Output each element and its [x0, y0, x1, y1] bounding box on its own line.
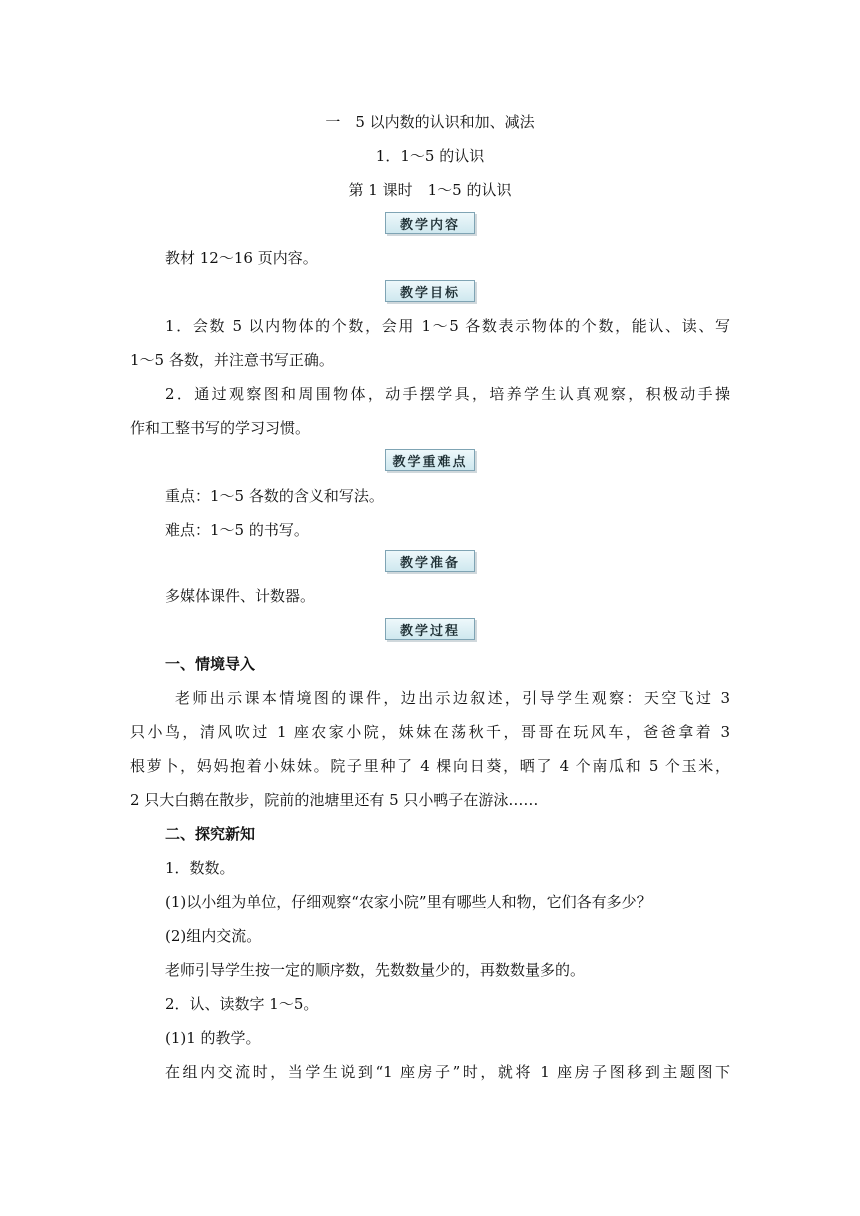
difficulty-text: 难点：1～5 的书写。 [165, 521, 309, 539]
badge-teaching-process: 教学过程 [385, 618, 475, 640]
step1-a: (1)以小组为单位，仔细观察“农家小院”里有哪些人和物，它们各有多少？ [165, 893, 652, 911]
lesson-title: 第 1 课时 1～5 的认识 [348, 181, 512, 199]
goal1-line1: 1．会数 5 以内物体的个数，会用 1～5 各数表示物体的个数，能认、读、写 [165, 317, 730, 335]
step1: 1．数数。 [165, 859, 235, 877]
badge-key-points: 教学重难点 [385, 449, 475, 471]
part1-line4: 2 只大白鹅在散步，院前的池塘里还有 5 只小鸭子在游泳…… [130, 791, 539, 809]
step1-b: (2)组内交流。 [165, 927, 262, 945]
step2: 2．认、读数字 1～5。 [165, 995, 319, 1013]
badge-teaching-content: 教学内容 [385, 212, 475, 234]
goal1-line2: 1～5 各数，并注意书写正确。 [130, 351, 334, 369]
goal2-line2: 作和工整书写的学习习惯。 [130, 419, 311, 437]
content-text: 教材 12～16 页内容。 [165, 249, 318, 267]
unit-title: 一 5 以内数的认识和加、减法 [325, 113, 535, 131]
step2-b: 在组内交流时，当学生说到“1 座房子”时，就将 1 座房子图移到主题图下 [165, 1063, 730, 1081]
preparation-text: 多媒体课件、计数器。 [165, 587, 316, 605]
focus-text: 重点：1～5 各数的含义和写法。 [165, 487, 384, 505]
part1-line2: 只小鸟，清风吹过 1 座农家小院，妹妹在荡秋千，哥哥在玩风车，爸爸拿着 3 [130, 723, 730, 741]
part1-line1: 老师出示课本情境图的课件，边出示边叙述，引导学生观察：天空飞过 3 [175, 689, 730, 707]
goal2-line1: 2．通过观察图和周围物体，动手摆学具，培养学生认真观察，积极动手操 [165, 385, 730, 403]
step1-c: 老师引导学生按一定的顺序数，先数数量少的，再数数量多的。 [165, 961, 586, 979]
part1-line3: 根萝卜，妈妈抱着小妹妹。院子里种了 4 棵向日葵，晒了 4 个南瓜和 5 个玉米， [130, 757, 730, 775]
section-title: 1．1～5 的认识 [375, 147, 485, 165]
part1-heading: 一、情境导入 [165, 655, 256, 673]
badge-preparation: 教学准备 [385, 550, 475, 572]
badge-teaching-goals: 教学目标 [385, 280, 475, 302]
step2-a: (1)1 的教学。 [165, 1029, 261, 1047]
part2-heading: 二、探究新知 [165, 825, 256, 843]
